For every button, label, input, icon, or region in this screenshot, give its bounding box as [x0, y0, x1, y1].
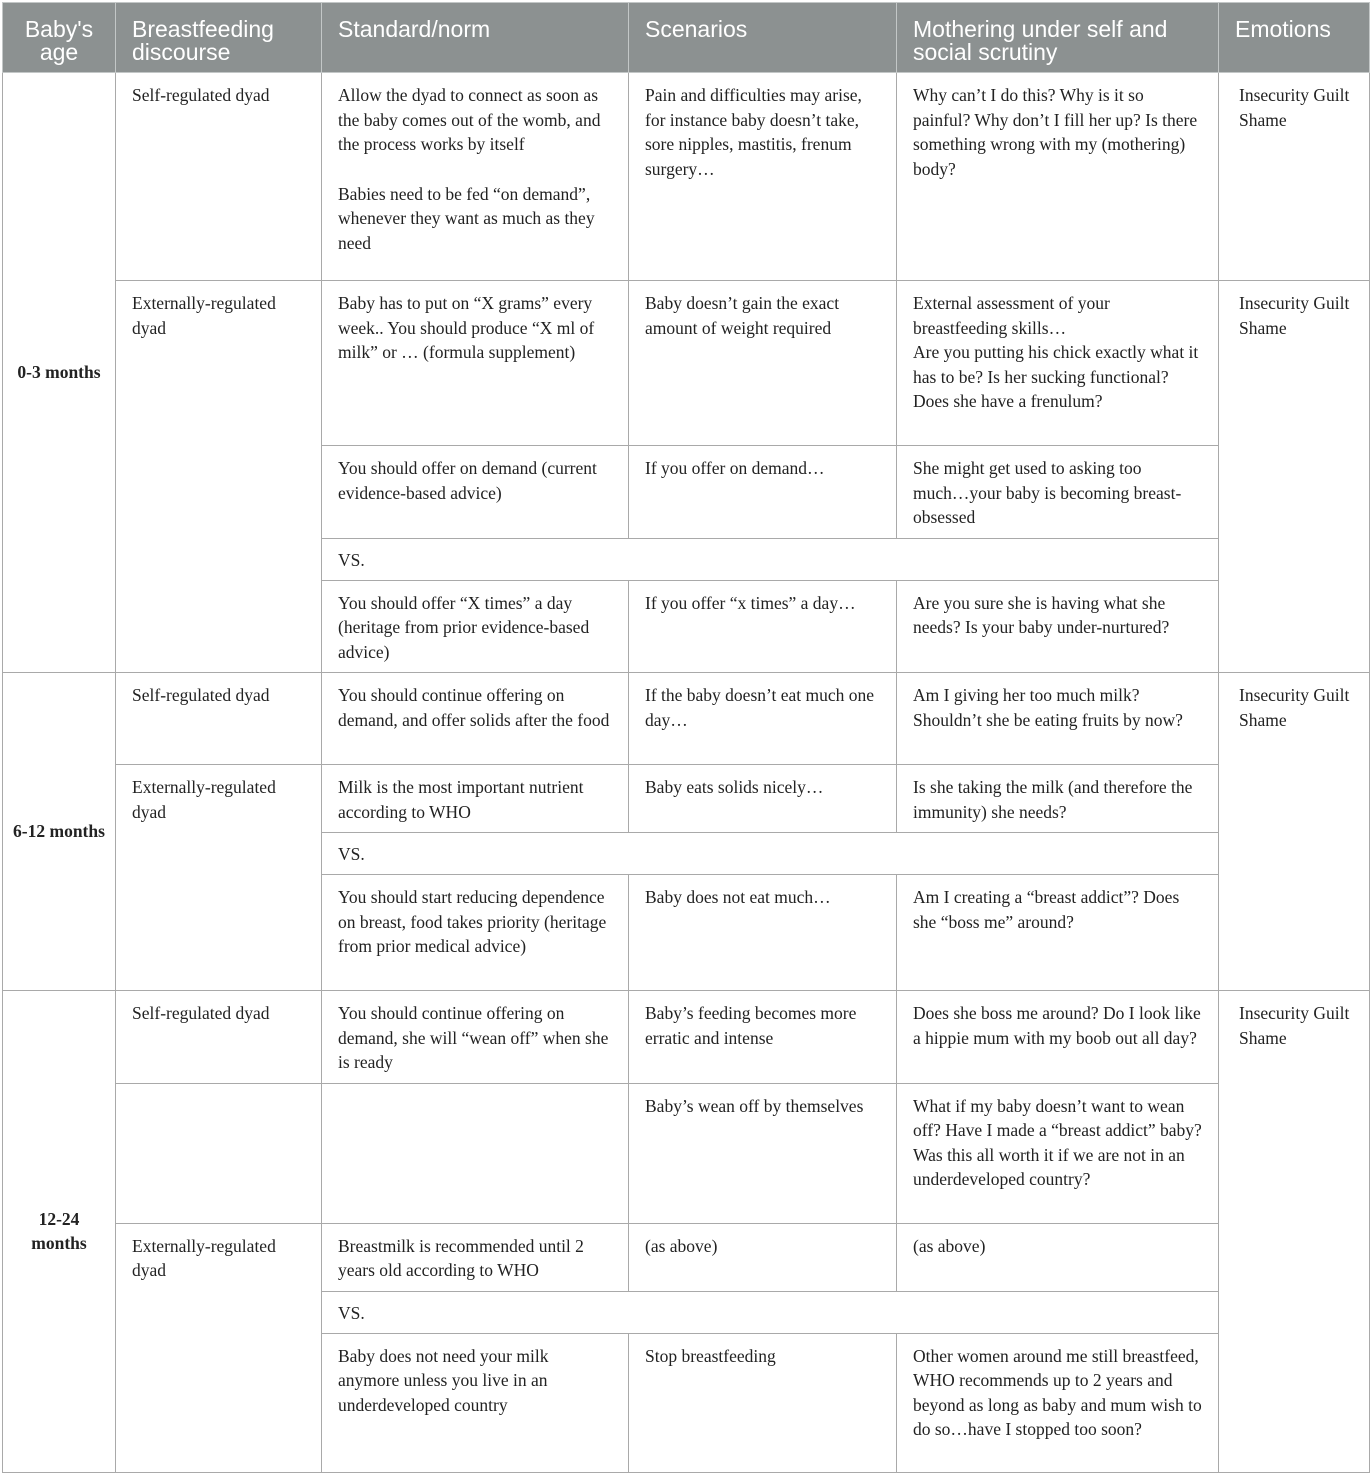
discourse-cell: Self-regulated dyad: [116, 73, 322, 281]
mothering-cell: She might get used to asking too much…your baby is becoming breast-obsessed: [897, 446, 1219, 539]
table-row: [3, 673, 1370, 765]
vs-cell: VS.: [322, 833, 1219, 875]
scenario-cell: Pain and difficulties may arise, for instance baby doesn’t take, sore nipples, mastitis, frenum surgery…: [629, 73, 897, 281]
scenario-cell: Stop breastfeeding: [629, 1333, 897, 1472]
standard-text: Allow the dyad to connect as soon as the baby comes out of the womb, and the process works by itself: [338, 85, 601, 154]
standard-cell: Milk is the most important nutrient according to WHO: [322, 765, 629, 833]
standard-cell: You should continue offering on demand, she will “wean off” when she is ready: [322, 991, 629, 1084]
mothering-text: External assessment of your breastfeeding skills…: [913, 293, 1110, 338]
mothering-cell: Is she taking the milk (and therefore the immunity) she needs?: [897, 765, 1219, 833]
age-cell: 12-24 months: [3, 991, 116, 1473]
scenario-cell: Baby does not eat much…: [629, 875, 897, 991]
mothering-cell: What if my baby doesn’t want to wean off? Have I made a “breast addict” baby? Was this all worth it if we are not in an underdeveloped country?: [897, 1083, 1219, 1223]
table-row: [3, 73, 1370, 281]
scenario-cell: Baby eats solids nicely…: [629, 765, 897, 833]
scenario-cell: Baby doesn’t gain the exact amount of weight required: [629, 281, 897, 446]
age-cell: 0-3 months: [3, 73, 116, 673]
standard-cell: You should continue offering on demand, and offer solids after the food: [322, 673, 629, 765]
scenario-cell: (as above): [629, 1223, 897, 1291]
discourse-cell: Self-regulated dyad: [116, 991, 322, 1084]
breastfeeding-table: [2, 2, 1370, 1473]
standard-cell: Baby does not need your milk anymore unless you live in an underdeveloped country: [322, 1333, 629, 1472]
discourse-cell: [116, 1083, 322, 1223]
standard-cell: You should offer on demand (current evidence-based advice): [322, 446, 629, 539]
mothering-cell: Are you sure she is having what she needs? Is your baby under-nurtured?: [897, 580, 1219, 673]
header-age: Baby's age: [3, 3, 116, 73]
standard-cell: [322, 73, 629, 281]
standard-cell: Baby has to put on “X grams” every week.. You should produce “X ml of milk” or … (formula supplement): [322, 281, 629, 446]
mothering-cell: Does she boss me around? Do I look like a hippie mum with my boob out all day?: [897, 991, 1219, 1084]
mothering-cell: Am I giving her too much milk? Shouldn’t she be eating fruits by now?: [897, 673, 1219, 765]
header-discourse: Breastfeeding discourse: [116, 3, 322, 73]
mothering-cell: Why can’t I do this? Why is it so painful? Why don’t I fill her up? Is there something wrong with my (mothering) body?: [897, 73, 1219, 281]
discourse-cell: Externally-regulated dyad: [116, 765, 322, 991]
header-emotions: Emotions: [1219, 3, 1370, 73]
discourse-cell: Externally-regulated dyad: [116, 281, 322, 673]
mothering-cell: Other women around me still breastfeed, WHO recommends up to 2 years and beyond as long as baby and mum wish to do so…have I stopped too soon?: [897, 1333, 1219, 1472]
emotions-cell: Insecurity Guilt Shame: [1219, 73, 1370, 281]
emotions-cell: Insecurity Guilt Shame: [1219, 673, 1370, 991]
standard-cell: [322, 1083, 629, 1223]
header-scenarios: Scenarios: [629, 3, 897, 73]
scenario-cell: If the baby doesn’t eat much one day…: [629, 673, 897, 765]
vs-cell: VS.: [322, 1291, 1219, 1333]
discourse-cell: Externally-regulated dyad: [116, 1223, 322, 1472]
header-standard: Standard/norm: [322, 3, 629, 73]
scenario-cell: Baby’s feeding becomes more erratic and intense: [629, 991, 897, 1084]
table-row: [3, 991, 1370, 1084]
standard-text: Babies need to be fed “on demand”, whenever they want as much as they need: [338, 183, 595, 253]
standard-cell: You should offer “X times” a day (heritage from prior evidence-based advice): [322, 580, 629, 673]
discourse-cell: Self-regulated dyad: [116, 673, 322, 765]
emotions-cell: Insecurity Guilt Shame: [1219, 281, 1370, 673]
mothering-cell: [897, 281, 1219, 446]
header-mothering: Mothering under self and social scrutiny: [897, 3, 1219, 73]
scenario-cell: If you offer on demand…: [629, 446, 897, 539]
mothering-cell: (as above): [897, 1223, 1219, 1291]
emotions-cell: Insecurity Guilt Shame: [1219, 991, 1370, 1473]
paragraph-gap: [338, 157, 612, 182]
age-cell: 6-12 months: [3, 673, 116, 991]
header-row: [3, 3, 1370, 73]
table-row: [3, 765, 1370, 833]
standard-cell: You should start reducing dependence on breast, food takes priority (heritage from prior medical advice): [322, 875, 629, 991]
table-row: [3, 1083, 1370, 1223]
table-row: [3, 281, 1370, 446]
mothering-cell: Am I creating a “breast addict”? Does she “boss me” around?: [897, 875, 1219, 991]
scenario-cell: Baby’s wean off by themselves: [629, 1083, 897, 1223]
vs-cell: VS.: [322, 538, 1219, 580]
scenario-cell: If you offer “x times” a day…: [629, 580, 897, 673]
mothering-text: Are you putting his chick exactly what it has to be? Is her sucking functional? Does she have a frenulum?: [913, 342, 1199, 411]
standard-cell: Breastmilk is recommended until 2 years old according to WHO: [322, 1223, 629, 1291]
table-row: [3, 1223, 1370, 1291]
